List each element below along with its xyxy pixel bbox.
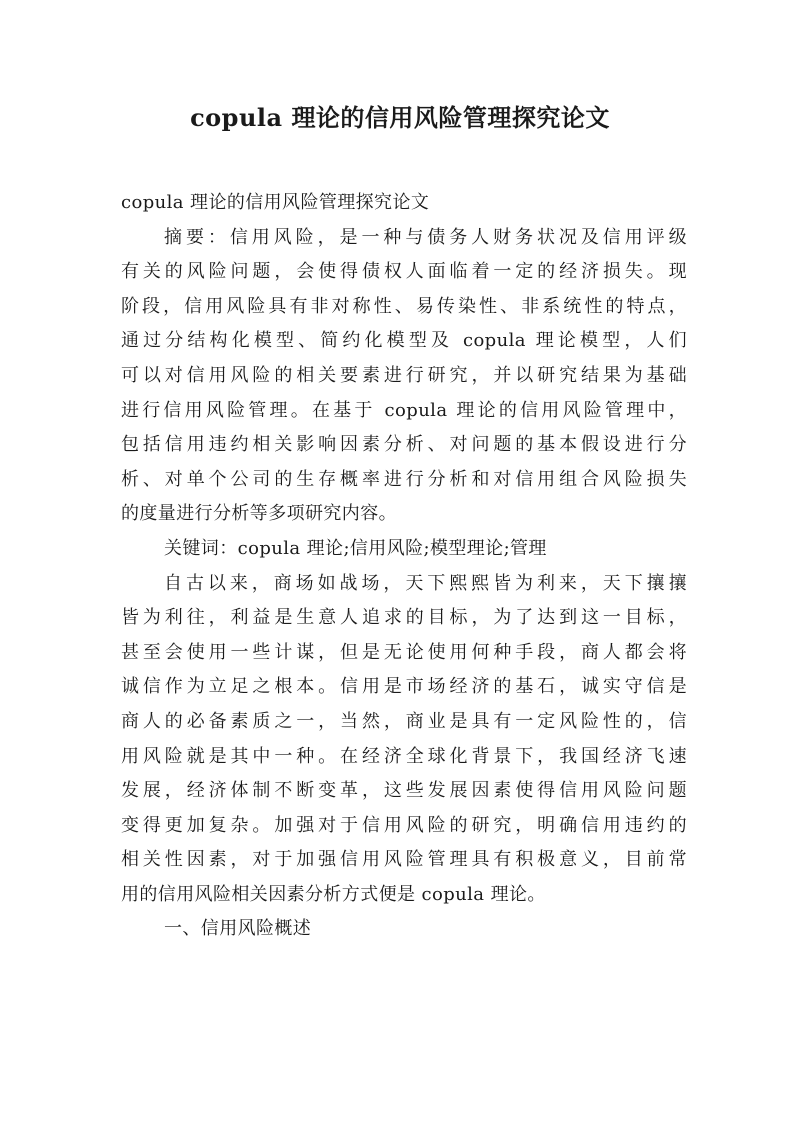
keywords-line: 关键词：copula 理论;信用风险;模型理论;管理 bbox=[164, 537, 547, 559]
section-heading: 一、信用风险概述 bbox=[164, 918, 312, 940]
intro-line: 发展，经济体制不断变革，这些发展因素使得信用风险问题 bbox=[121, 780, 687, 802]
intro-line: 自古以来，商场如战场，天下熙熙皆为利来，天下攘攘 bbox=[164, 572, 687, 594]
abstract-line: 通过分结构化模型、简约化模型及 copula 理论模型，人们 bbox=[121, 330, 687, 352]
document-subtitle: copula 理论的信用风险管理探究论文 bbox=[121, 192, 430, 213]
abstract-line: 包括信用违约相关影响因素分析、对问题的基本假设进行分 bbox=[121, 434, 687, 456]
abstract-line: 有关的风险问题，会使得债权人面临着一定的经济损失。现 bbox=[121, 261, 687, 283]
intro-paragraph bbox=[121, 567, 687, 913]
intro-line: 甚至会使用一些计谋，但是无论使用何种手段，商人都会将 bbox=[121, 641, 687, 663]
intro-line: 诚信作为立足之根本。信用是市场经济的基石，诚实守信是 bbox=[121, 676, 687, 698]
abstract-line: 阶段，信用风险具有非对称性、易传染性、非系统性的特点， bbox=[121, 295, 687, 317]
intro-line: 商人的必备素质之一，当然，商业是具有一定风险性的，信 bbox=[121, 710, 687, 732]
document-body bbox=[121, 186, 687, 947]
intro-line: 变得更加复杂。加强对于信用风险的研究，明确信用违约的 bbox=[121, 814, 687, 836]
intro-line: 皆为利往，利益是生意人追求的目标，为了达到这一目标， bbox=[121, 607, 687, 629]
abstract-line: 可以对信用风险的相关要素进行研究，并以研究结果为基础 bbox=[121, 364, 687, 386]
intro-line: 用风险就是其中一种。在经济全球化背景下，我国经济飞速 bbox=[121, 745, 687, 767]
abstract-line: 摘要：信用风险，是一种与债务人财务状况及信用评级 bbox=[164, 226, 687, 248]
intro-line: 用的信用风险相关因素分析方式便是 copula 理论。 bbox=[121, 883, 546, 905]
abstract-line: 析、对单个公司的生存概率进行分析和对信用组合风险损失 bbox=[121, 468, 687, 490]
abstract-line: 的度量进行分析等多项研究内容。 bbox=[121, 503, 397, 525]
document-title: copula 理论的信用风险管理探究论文 bbox=[190, 103, 610, 132]
abstract-line: 进行信用风险管理。在基于 copula 理论的信用风险管理中， bbox=[121, 399, 687, 421]
intro-line: 相关性因素，对于加强信用风险管理具有积极意义，目前常 bbox=[121, 849, 687, 871]
abstract-paragraph bbox=[121, 221, 687, 532]
